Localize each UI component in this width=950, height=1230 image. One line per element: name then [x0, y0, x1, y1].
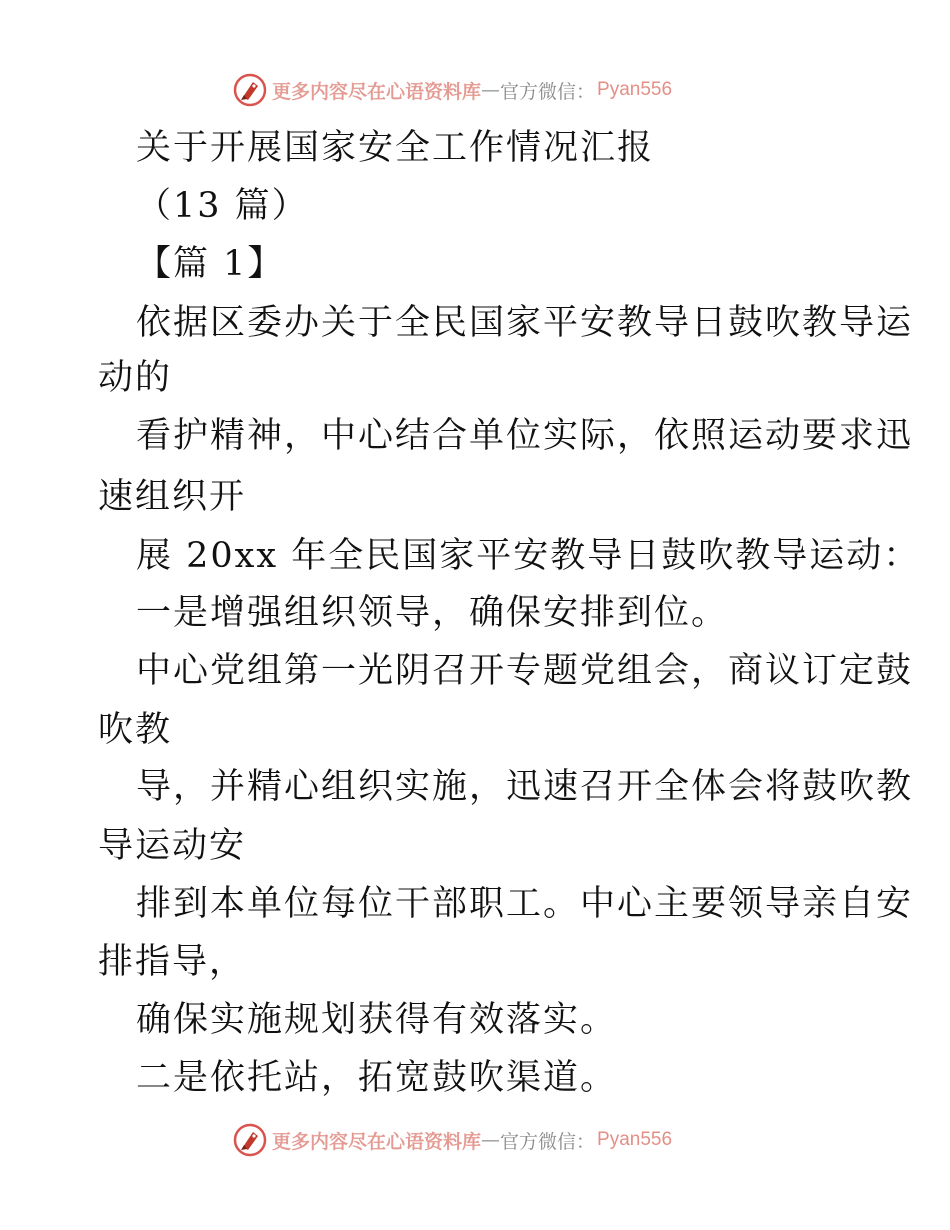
watermark-label: 官方微信： [500, 80, 596, 103]
paragraph-line: 看护精神，中心结合单位实际，依照运动要求迅 [136, 416, 914, 456]
pen-nib-logo-icon [232, 1122, 268, 1158]
paragraph-line: 排指导， [98, 942, 247, 982]
paragraph-line: 导运动安 [98, 826, 247, 866]
paragraph-line: 一是增强组织领导，确保安排到位。 [136, 593, 729, 633]
watermark-brand: 更多内容尽在心语资料库 [272, 80, 482, 103]
paragraph-line: 速组织开 [98, 477, 247, 517]
document-title: 关于开展国家安全工作情况汇报 [136, 128, 655, 168]
paragraph-line: 排到本单位每位干部职工。中心主要领导亲自安 [136, 884, 914, 924]
paragraph-line: 展 20xx 年全民国家平安教导日鼓吹教导运动： [136, 536, 921, 576]
watermark-separator: — [481, 79, 501, 101]
section-heading: 【篇 1】 [136, 244, 285, 284]
paragraph-line: 吹教 [98, 710, 173, 750]
watermark-label: 官方微信： [500, 1130, 596, 1153]
watermark-separator: — [481, 1129, 501, 1151]
document-count: （13 篇） [136, 186, 309, 226]
watermark-wechat-id: Pyan556 [597, 79, 673, 100]
paragraph-line: 确保实施规划获得有效落实。 [136, 1000, 618, 1040]
paragraph-line: 导，并精心组织实施，迅速召开全体会将鼓吹教 [136, 767, 914, 807]
watermark-brand: 更多内容尽在心语资料库 [272, 1130, 482, 1153]
paragraph-line: 中心党组第一光阴召开专题党组会，商议订定鼓 [136, 651, 914, 691]
paragraph-line: 依据区委办关于全民国家平安教导日鼓吹教导运 [136, 303, 914, 343]
watermark-wechat-id: Pyan556 [597, 1129, 673, 1150]
paragraph-line: 二是依托站，拓宽鼓吹渠道。 [136, 1058, 618, 1098]
paragraph-line: 动的 [98, 358, 173, 398]
footer-watermark [232, 1122, 672, 1158]
